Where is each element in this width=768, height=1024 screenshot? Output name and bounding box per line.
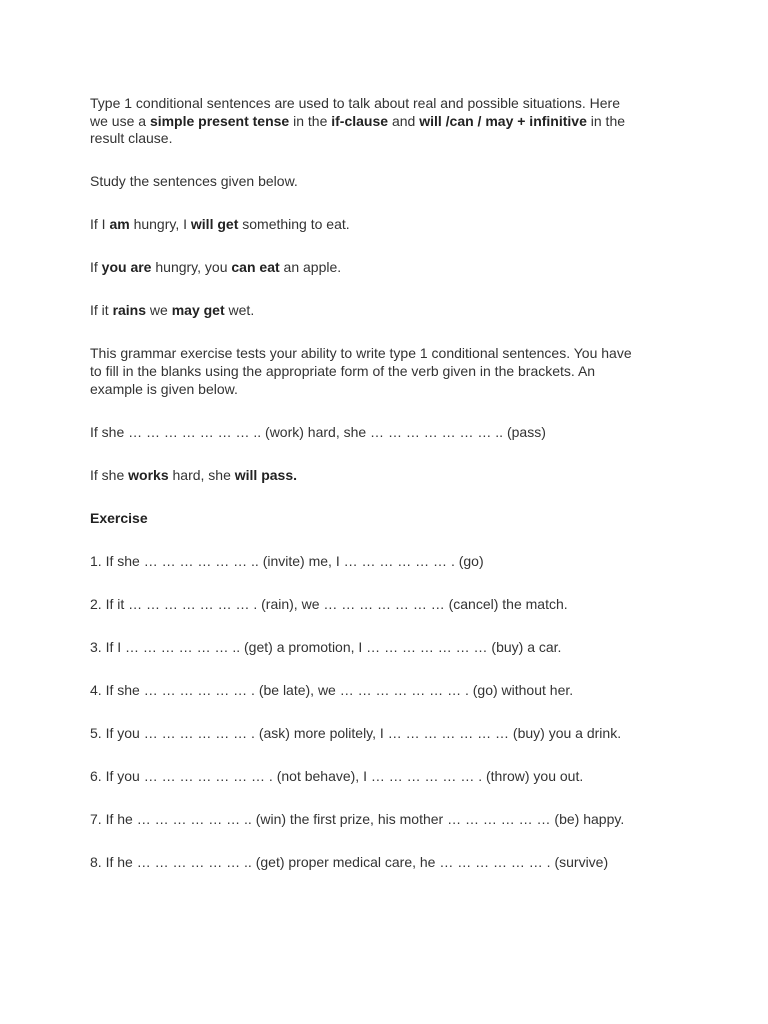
- example-verb: will get: [190, 216, 239, 232]
- instructions-line-2: to fill in the blanks using the appropriate form of the verb given in the brackets. An: [90, 363, 596, 379]
- example-text: hungry, you: [151, 259, 232, 275]
- sample-answer: [90, 466, 690, 484]
- exercise-item: 6. If you … … … … … … … . (not behave), I … … … … … … . (throw) you out.: [90, 768, 584, 784]
- instructions-line-1: This grammar exercise tests your ability to write type 1 conditional sentences. You have: [90, 345, 632, 361]
- intro-text: and: [388, 113, 420, 129]
- intro-bold-term: will /can / may + infinitive: [419, 113, 587, 129]
- study-line: Study the sentences given below.: [90, 173, 298, 189]
- example-text: wet.: [224, 302, 255, 318]
- example-sentence: [90, 301, 690, 319]
- exercise-heading: [90, 509, 690, 527]
- example-verb: am: [109, 216, 130, 232]
- intro-text: we use a: [90, 113, 150, 129]
- exercise-item: 2. If it … … … … … … … . (rain), we … … … … … … … (cancel) the match.: [90, 596, 568, 612]
- example-text: hungry, I: [129, 216, 191, 232]
- example-text: If it: [90, 302, 113, 318]
- intro-line-2: [90, 112, 690, 130]
- example-verb: rains: [112, 302, 147, 318]
- answer-verb: works: [128, 467, 169, 483]
- example-text: something to eat.: [238, 216, 350, 232]
- exercise-item: 3. If I … … … … … … .. (get) a promotion, I … … … … … … … (buy) a car.: [90, 639, 562, 655]
- intro-text: in the: [289, 113, 332, 129]
- example-text: If I: [90, 216, 110, 232]
- intro-line-3: result clause.: [90, 130, 173, 146]
- example-sentence: [90, 215, 690, 233]
- intro-bold-term: if-clause: [331, 113, 389, 129]
- answer-text: If she: [90, 467, 129, 483]
- answer-verb: will pass.: [234, 467, 298, 483]
- intro-line-1: Type 1 conditional sentences are used to talk about real and possible situations. Here: [90, 95, 620, 111]
- example-text: an apple.: [279, 259, 342, 275]
- exercise-item: 7. If he … … … … … … .. (win) the first prize, his mother … … … … … … (be) happy.: [90, 811, 625, 827]
- sample-question: If she … … … … … … … .. (work) hard, she … … … … … … … .. (pass): [90, 424, 546, 440]
- exercise-item: 1. If she … … … … … … .. (invite) me, I … … … … … … . (go): [90, 553, 484, 569]
- instructions-line-3: example is given below.: [90, 381, 238, 397]
- intro-text: in the: [586, 113, 626, 129]
- example-verb: can eat: [231, 259, 280, 275]
- example-text: we: [146, 302, 172, 318]
- answer-text: hard, she: [168, 467, 235, 483]
- example-sentence: [90, 258, 690, 276]
- example-text: If: [90, 259, 102, 275]
- example-verb: may get: [171, 302, 225, 318]
- exercise-item: 4. If she … … … … … … . (be late), we … … … … … … … . (go) without her.: [90, 682, 574, 698]
- exercise-heading-text: Exercise: [90, 510, 148, 526]
- example-verb: you are: [101, 259, 152, 275]
- intro-bold-term: simple present tense: [149, 113, 290, 129]
- exercise-item: 5. If you … … … … … … . (ask) more politely, I … … … … … … … (buy) you a drink.: [90, 725, 622, 741]
- exercise-item: 8. If he … … … … … … .. (get) proper medical care, he … … … … … … . (survive): [90, 854, 609, 870]
